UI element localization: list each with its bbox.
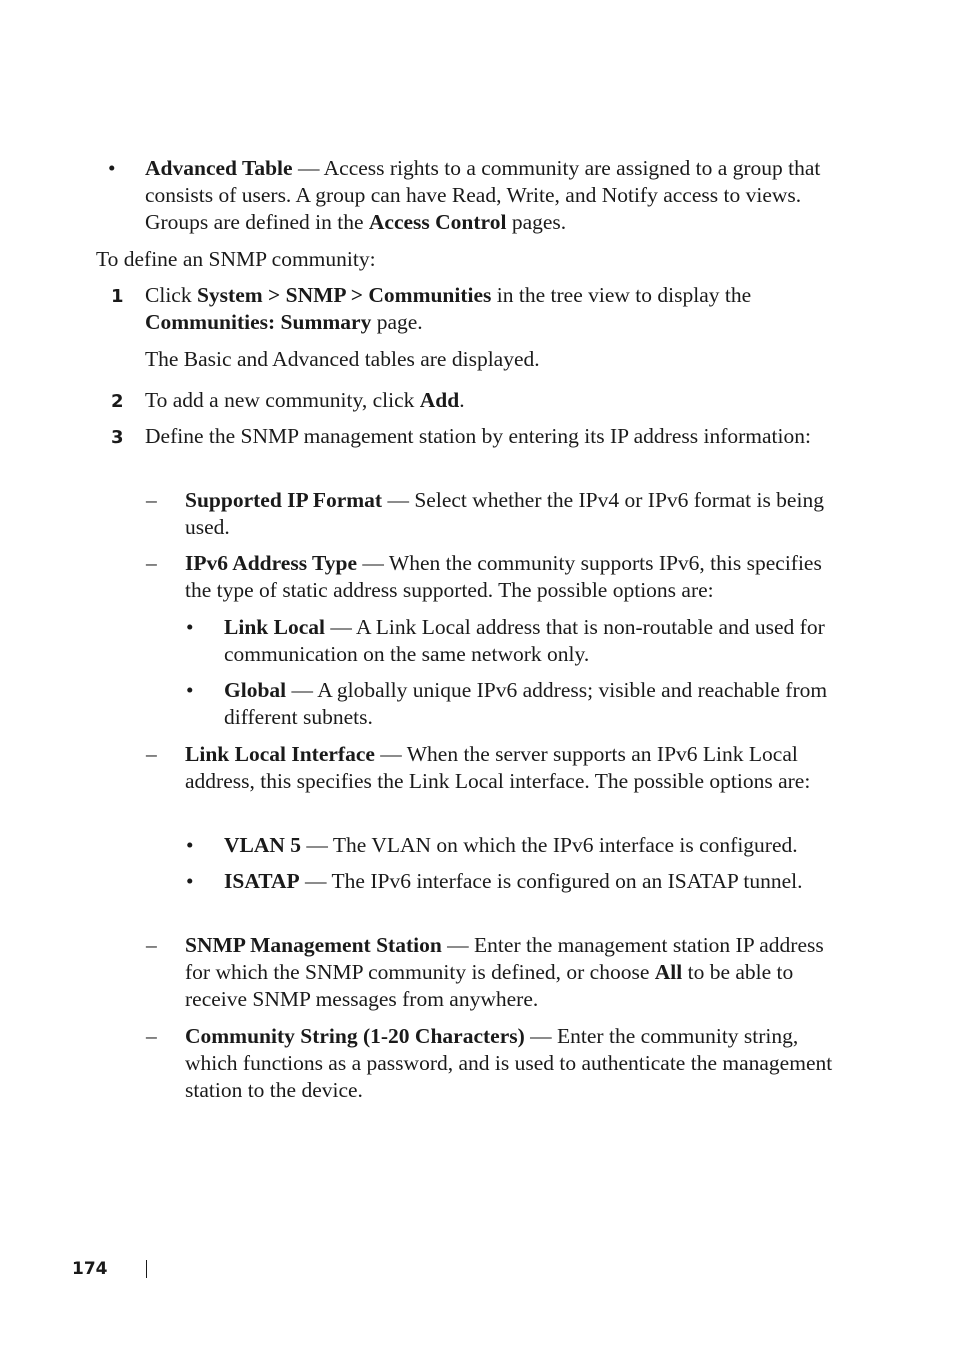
item-text: SNMP Management Station — Enter the management station IP address for which the SNMP community is defined, or choose All to be able to receive SNMP messages from anywhere. bbox=[185, 933, 824, 1011]
bullet-mark: • bbox=[186, 833, 194, 857]
add-label: Add bbox=[419, 388, 460, 412]
step-text: Define the SNMP management station by entering its IP address information: bbox=[145, 424, 811, 448]
step-number: 2 bbox=[111, 391, 124, 412]
step-text: To add a new community, click Add. bbox=[145, 388, 465, 412]
bullet-mark: • bbox=[186, 678, 194, 702]
step-note: The Basic and Advanced tables are displayed. bbox=[145, 347, 540, 371]
step-number: 1 bbox=[111, 286, 124, 307]
intro-text: To define an SNMP community: bbox=[96, 247, 376, 271]
dash-mark: – bbox=[146, 1024, 157, 1048]
term-access-control: Access Control bbox=[368, 210, 507, 234]
item-text: Supported IP Format — Select whether the IPv4 or IPv6 format is being used. bbox=[185, 488, 824, 539]
option-text: ISATAP — The IPv6 interface is configured on an ISATAP tunnel. bbox=[224, 869, 803, 893]
item-text: IPv6 Address Type — When the community supports IPv6, this specifies the type of static address supported. The possible options are: bbox=[185, 551, 822, 602]
dash-mark: – bbox=[146, 742, 157, 766]
bullet-text: Advanced Table — Access rights to a community are assigned to a group that consists of users. A group can have Read, Write, and Notify access to views. Groups are defined in the Access Control pages. bbox=[145, 156, 821, 234]
item-text: Link Local Interface — When the server supports an IPv6 Link Local address, this specifies the Link Local interface. The possible options are: bbox=[185, 742, 811, 793]
page-number: 174 bbox=[72, 1259, 108, 1279]
bullet-mark: • bbox=[108, 156, 116, 180]
footer-divider bbox=[146, 1260, 147, 1278]
dash-mark: – bbox=[146, 551, 157, 575]
dash-mark: – bbox=[146, 488, 157, 512]
bullet-mark: • bbox=[186, 615, 194, 639]
option-text: VLAN 5 — The VLAN on which the IPv6 interface is configured. bbox=[224, 833, 798, 857]
term-advanced-table: Advanced Table bbox=[145, 156, 293, 180]
bullet-mark: • bbox=[186, 869, 194, 893]
item-text: Community String (1-20 Characters) — Enter the community string, which functions as a password, and is used to authenticate the management station to the device. bbox=[185, 1024, 833, 1102]
step-number: 3 bbox=[111, 427, 124, 448]
dash-mark: – bbox=[146, 933, 157, 957]
option-text: Link Local — A Link Local address that is non-routable and used for communication on the same network only. bbox=[224, 615, 825, 666]
page-name: Communities: Summary bbox=[145, 310, 372, 334]
option-text: Global — A globally unique IPv6 address; visible and reachable from different subnets. bbox=[224, 678, 828, 729]
menu-path: System > SNMP > Communities bbox=[196, 283, 492, 307]
step-text: Click System > SNMP > Communities in the tree view to display the Communities: Summary page. bbox=[145, 283, 752, 334]
